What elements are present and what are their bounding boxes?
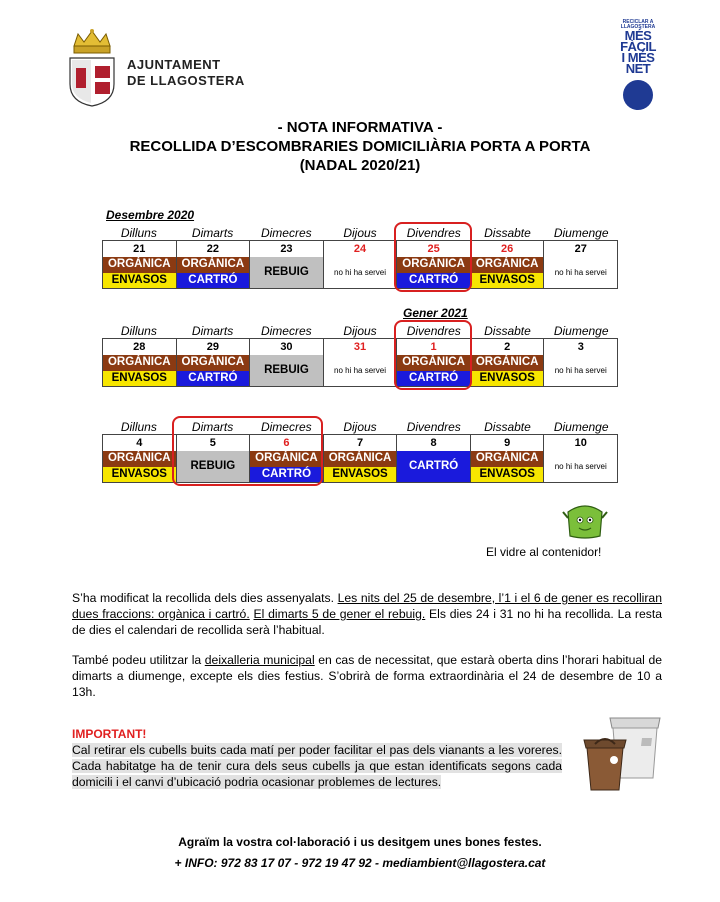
paragraph2-text: També podeu utilitzar la <box>72 653 205 667</box>
day-cell <box>250 339 324 387</box>
day-number: 24 <box>353 243 367 255</box>
title-line2: RECOLLIDA D’ESCOMBRARIES DOMICILIÀRIA PORTA A PORTA <box>129 138 591 155</box>
day-number: 8 <box>430 437 437 449</box>
no-service-label: no hi ha servei <box>554 267 607 277</box>
info-paragraph-2 <box>72 652 662 700</box>
day-number: 7 <box>356 437 364 449</box>
calendar-week-1 <box>102 226 618 289</box>
no-service-label: no hi ha servei <box>334 267 387 277</box>
collection-types <box>250 257 323 288</box>
highlight-dec-25 <box>394 222 472 292</box>
day-cell <box>324 241 398 289</box>
day-cell <box>177 339 251 387</box>
day-cell <box>324 435 398 483</box>
brand-word1: MÉS <box>624 28 652 43</box>
weekday-label: Dimecres <box>260 226 312 240</box>
day-cell <box>544 241 618 289</box>
calendar-grid <box>102 338 618 387</box>
cartro-band: CARTRÓ <box>250 467 323 483</box>
day-number: 31 <box>353 341 367 353</box>
no-service-label: no hi ha servei <box>554 365 607 375</box>
brand-word3: I MÉS <box>621 50 655 65</box>
collection-types <box>324 355 397 386</box>
day-cell <box>324 339 398 387</box>
day-cell <box>103 339 177 387</box>
envasos-band: ENVASOS <box>103 467 176 483</box>
paragraph2-text-end: en cas de necessitat, que estarà oberta dins l’horari habitual de dimarts a diumenge, excepte els dies festius. S’obrirà de forma extraordinària el 24 de desembre de 10 a 13h. <box>72 653 662 699</box>
day-number: 30 <box>280 341 293 353</box>
envasos-band: ENVASOS <box>471 467 544 483</box>
weekday-label: Dissabte <box>484 226 531 240</box>
organica-band: ORGÀNICA <box>250 451 323 467</box>
organica-band: ORGÀNICA <box>397 257 470 273</box>
day-number: 6 <box>283 437 290 449</box>
cartro-band: CARTRÓ <box>397 273 470 289</box>
day-cell <box>397 435 471 483</box>
weekday-label: Divendres <box>406 324 461 338</box>
calendar-grid <box>102 240 618 289</box>
day-cell <box>103 241 177 289</box>
cartro-band: CARTRÓ <box>177 371 250 387</box>
important-text <box>72 742 562 790</box>
collection-types <box>471 355 544 386</box>
recycling-campaign-logo <box>616 20 660 124</box>
collection-types <box>324 257 397 288</box>
month-label-january: Gener 2021 <box>403 306 468 320</box>
day-cell <box>471 339 545 387</box>
org-name-line1: AJUNTAMENT <box>127 57 221 72</box>
organization-name <box>127 57 245 89</box>
day-cell <box>471 241 545 289</box>
day-number: 25 <box>427 243 440 255</box>
day-number: 3 <box>577 341 584 353</box>
brand-word4: NET <box>625 61 651 76</box>
day-number: 10 <box>574 437 587 449</box>
envasos-band: ENVASOS <box>103 273 176 289</box>
weekday-label: Dimarts <box>191 420 234 434</box>
day-cell <box>544 339 618 387</box>
organica-band: ORGÀNICA <box>471 355 544 371</box>
recycling-center-link[interactable]: deixalleria municipal <box>204 653 315 667</box>
weekday-label: Dissabte <box>484 420 531 434</box>
organica-band: ORGÀNICA <box>103 257 176 273</box>
highlight-jan-1 <box>394 320 472 390</box>
calendar-week-2 <box>102 324 618 387</box>
day-number: 29 <box>206 341 219 353</box>
brand-word2: FÀCIL <box>620 39 656 54</box>
rebuig-band: REBUIG <box>250 257 323 288</box>
day-number: 5 <box>209 437 216 449</box>
weekday-label: Diumenge <box>553 226 609 240</box>
collection-types <box>177 355 250 386</box>
collection-types <box>397 451 470 482</box>
contact-info: + INFO: 972 83 17 07 - 972 19 47 92 - mediambient@llagostera.cat <box>174 856 546 870</box>
collection-types <box>103 257 176 288</box>
info-paragraph-1 <box>72 590 662 638</box>
paragraph1-text-end: Els dies 24 i 31 no hi ha recollida. La resta de dies el calendari de recollida serà l’habitual. <box>72 607 663 637</box>
crown-icon <box>74 29 110 53</box>
day-number: 21 <box>133 243 146 255</box>
weekday-label: Divendres <box>406 226 461 240</box>
rebuig-band: REBUIG <box>177 451 250 482</box>
cartro-band: CARTRÓ <box>397 371 470 387</box>
cartro-band: CARTRÓ <box>397 451 470 482</box>
no-service-label: no hi ha servei <box>334 365 387 375</box>
weekday-label: Dimecres <box>260 420 312 434</box>
weekday-label: Dimecres <box>260 324 312 338</box>
day-number: 28 <box>133 341 146 353</box>
envasos-band: ENVASOS <box>324 467 397 483</box>
weekday-label: Dimarts <box>191 226 234 240</box>
day-cell <box>544 435 618 483</box>
brand-tag-line1: RECICLAR A <box>622 19 654 25</box>
day-number: 2 <box>504 341 511 353</box>
weekday-label: Dilluns <box>120 324 157 338</box>
page-title <box>0 118 720 175</box>
collection-types <box>103 451 176 482</box>
weekday-label: Dijous <box>343 420 377 434</box>
paragraph1-text: S’ha modificat la recollida dels dies assenyalats. <box>72 591 338 605</box>
weekday-label: Dissabte <box>484 324 531 338</box>
organica-band: ORGÀNICA <box>324 451 397 467</box>
weekday-label: Dilluns <box>120 226 157 240</box>
envasos-band: ENVASOS <box>471 371 544 387</box>
weekday-label: Diumenge <box>553 420 609 434</box>
day-number: 4 <box>136 437 143 449</box>
town-coat-of-arms-logo <box>62 28 122 108</box>
envasos-band: ENVASOS <box>471 273 544 289</box>
shield-icon <box>70 58 114 106</box>
weekday-label: Dijous <box>343 226 377 240</box>
organica-band: ORGÀNICA <box>471 451 544 467</box>
day-cell <box>471 435 545 483</box>
weekday-label: Dimarts <box>191 324 234 338</box>
paragraph1-underlined-2: El dimarts 5 de gener el rebuig. <box>253 607 426 621</box>
paragraph1-underlined-1: Les nits del 25 de desembre, l’1 i el 6 de gener es recolliran dues fraccions: orgànica i cartró. <box>72 591 662 621</box>
organica-band: ORGÀNICA <box>177 257 250 273</box>
title-line1: - NOTA INFORMATIVA - <box>277 119 443 136</box>
title-line3: (NADAL 2020/21) <box>299 157 421 174</box>
cartro-band: CARTRÓ <box>177 273 250 289</box>
envasos-band: ENVASOS <box>103 371 176 387</box>
highlight-jan-5-6 <box>172 416 323 486</box>
organica-band: ORGÀNICA <box>177 355 250 371</box>
collection-types <box>544 257 617 288</box>
brand-circle-icon <box>623 80 653 110</box>
org-name-line2: DE LLAGOSTERA <box>127 73 245 88</box>
month-label-december: Desembre 2020 <box>106 208 195 222</box>
weekday-label: Dilluns <box>120 420 157 434</box>
collection-types <box>544 355 617 386</box>
waste-bins-icon <box>580 712 666 794</box>
collection-types <box>324 451 397 482</box>
weekday-header <box>102 324 618 338</box>
organica-band: ORGÀNICA <box>103 355 176 371</box>
important-heading: IMPORTANT! <box>72 727 147 741</box>
collection-types <box>544 451 617 482</box>
day-number: 23 <box>280 243 293 255</box>
thanks-message: Agraïm la vostra col·laboració i us desitgem unes bones festes. <box>178 835 542 849</box>
day-number: 9 <box>504 437 511 449</box>
collection-types <box>471 257 544 288</box>
collection-types <box>471 451 544 482</box>
important-body: Cal retirar els cubells buits cada matí per poder facilitar el pas dels vianants a les voreres. Cada habitatge ha de tenir cura dels seus cubells ja que estan identificats segons cada domicili i el canvi d’ubicació podria ocasionar problemes de lectures. <box>72 743 562 789</box>
organica-band: ORGÀNICA <box>397 355 470 371</box>
weekday-label: Diumenge <box>553 324 609 338</box>
day-cell <box>103 435 177 483</box>
organica-band: ORGÀNICA <box>103 451 176 467</box>
day-cell <box>177 241 251 289</box>
organica-band: ORGÀNICA <box>471 257 544 273</box>
weekday-header <box>102 226 618 240</box>
glass-container-icon <box>562 500 608 540</box>
weekday-label: Dijous <box>343 324 377 338</box>
day-number: 22 <box>206 243 219 255</box>
day-number: 27 <box>574 243 587 255</box>
weekday-label: Divendres <box>406 420 461 434</box>
collection-types <box>250 355 323 386</box>
collection-types <box>103 355 176 386</box>
day-cell <box>250 241 324 289</box>
day-number: 26 <box>501 243 514 255</box>
rebuig-band: REBUIG <box>250 355 323 386</box>
collection-types <box>177 257 250 288</box>
glass-caption: El vidre al contenidor! <box>486 545 602 559</box>
day-number: 1 <box>430 341 437 353</box>
brand-tag-line2: LLAGOSTERA <box>620 24 656 30</box>
no-service-label: no hi ha servei <box>554 461 607 471</box>
